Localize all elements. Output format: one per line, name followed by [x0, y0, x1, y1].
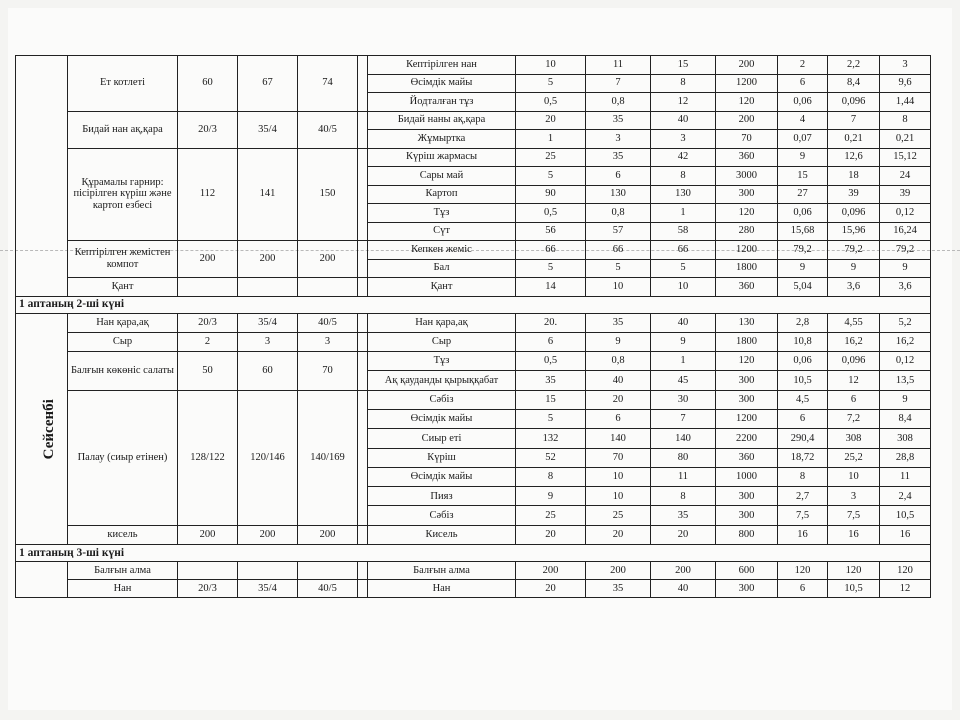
ingredient-value-cell: 10,5	[828, 580, 880, 598]
portion-cell: 60	[238, 352, 298, 391]
ingredient-name-cell: Кисель	[368, 525, 516, 544]
portion-cell: 140/169	[298, 390, 358, 525]
day-cell	[16, 313, 68, 545]
ingredient-name-cell: Күріш	[368, 448, 516, 467]
ingredient-value-cell: 1800	[716, 332, 778, 351]
ingredient-value-cell: 0,096	[828, 204, 880, 223]
ingredient-value-cell: 0,06	[778, 93, 828, 112]
ingredient-value-cell: 39	[828, 185, 880, 204]
ingredient-value-cell: 3	[651, 130, 716, 149]
gap-cell	[358, 390, 368, 525]
ingredient-value-cell: 13,5	[880, 371, 931, 390]
ingredient-value-cell: 35	[586, 148, 651, 167]
week-day-header: 1 аптаның 3-ші күні	[16, 545, 931, 562]
ingredient-name-cell: Картоп	[368, 185, 516, 204]
ingredient-name-cell: Өсімдік майы	[368, 74, 516, 93]
ingredient-value-cell: 10,8	[778, 332, 828, 351]
gap-cell	[358, 525, 368, 544]
menu-table-body	[16, 56, 931, 598]
table-row	[16, 278, 931, 297]
portion-cell: 40/5	[298, 111, 358, 148]
ingredient-value-cell: 5	[516, 259, 586, 278]
ingredient-value-cell: 3	[880, 56, 931, 75]
portion-cell: 50	[178, 352, 238, 391]
ingredient-value-cell: 200	[716, 56, 778, 75]
ingredient-value-cell: 9	[586, 332, 651, 351]
ingredient-value-cell: 1,44	[880, 93, 931, 112]
ingredient-value-cell: 1	[516, 130, 586, 149]
table-row	[16, 56, 931, 75]
ingredient-value-cell: 20	[651, 525, 716, 544]
ingredient-value-cell: 200	[716, 111, 778, 130]
ingredient-value-cell: 0,5	[516, 93, 586, 112]
ingredient-value-cell: 360	[716, 148, 778, 167]
ingredient-name-cell: Сәбіз	[368, 506, 516, 525]
ingredient-value-cell: 120	[828, 562, 880, 580]
ingredient-value-cell: 16	[828, 525, 880, 544]
dish-name-cell: кисель	[68, 525, 178, 544]
ingredient-value-cell: 200	[651, 562, 716, 580]
table-row	[16, 296, 931, 313]
dish-name-cell: Кептірілген жемістен компот	[68, 241, 178, 278]
portion-cell: 112	[178, 148, 238, 241]
ingredient-value-cell: 0,5	[516, 352, 586, 371]
ingredient-value-cell: 0,096	[828, 93, 880, 112]
ingredient-value-cell: 27	[778, 185, 828, 204]
table-row	[16, 580, 931, 598]
ingredient-value-cell: 0,12	[880, 204, 931, 223]
portion-cell	[238, 562, 298, 580]
dish-name-cell: Палау (сиыр етінен)	[68, 390, 178, 525]
ingredient-value-cell: 70	[716, 130, 778, 149]
gap-cell	[358, 278, 368, 297]
ingredient-name-cell: Өсімдік майы	[368, 409, 516, 428]
ingredient-value-cell: 300	[716, 506, 778, 525]
ingredient-value-cell: 14	[516, 278, 586, 297]
ingredient-value-cell: 20	[516, 580, 586, 598]
ingredient-value-cell: 39	[880, 185, 931, 204]
ingredient-value-cell: 3	[586, 130, 651, 149]
ingredient-value-cell: 1200	[716, 74, 778, 93]
ingredient-value-cell: 5	[651, 259, 716, 278]
ingredient-value-cell: 16,2	[828, 332, 880, 351]
gap-cell	[358, 56, 368, 112]
ingredient-value-cell: 18,72	[778, 448, 828, 467]
ingredient-value-cell: 2,8	[778, 313, 828, 332]
ingredient-value-cell: 15	[516, 390, 586, 409]
ingredient-value-cell: 1	[651, 204, 716, 223]
ingredient-value-cell: 66	[586, 241, 651, 260]
portion-cell	[178, 562, 238, 580]
ingredient-value-cell: 10	[586, 467, 651, 486]
ingredient-name-cell: Нан	[368, 580, 516, 598]
ingredient-value-cell: 6	[586, 167, 651, 186]
ingredient-value-cell: 5	[516, 409, 586, 428]
ingredient-value-cell: 2	[778, 56, 828, 75]
ingredient-value-cell: 9	[828, 259, 880, 278]
ingredient-name-cell: Тұз	[368, 352, 516, 371]
ingredient-value-cell: 9	[778, 259, 828, 278]
portion-cell: 35/4	[238, 313, 298, 332]
portion-cell: 200	[298, 525, 358, 544]
portion-cell: 2	[178, 332, 238, 351]
ingredient-value-cell: 1800	[716, 259, 778, 278]
ingredient-value-cell: 2,4	[880, 487, 931, 506]
ingredient-name-cell: Балғын алма	[368, 562, 516, 580]
ingredient-name-cell: Сиыр еті	[368, 429, 516, 448]
ingredient-value-cell: 10	[828, 467, 880, 486]
ingredient-value-cell: 5,2	[880, 313, 931, 332]
portion-cell: 20/3	[178, 580, 238, 598]
ingredient-value-cell: 2200	[716, 429, 778, 448]
ingredient-value-cell: 66	[651, 241, 716, 260]
gap-cell	[358, 580, 368, 598]
ingredient-value-cell: 6	[586, 409, 651, 428]
ingredient-value-cell: 11	[651, 467, 716, 486]
ingredient-value-cell: 0,8	[586, 93, 651, 112]
ingredient-value-cell: 120	[778, 562, 828, 580]
portion-cell: 200	[178, 241, 238, 278]
dish-name-cell: Балғын алма	[68, 562, 178, 580]
ingredient-name-cell: Кептірілген нан	[368, 56, 516, 75]
ingredient-value-cell: 6	[778, 74, 828, 93]
ingredient-value-cell: 7,2	[828, 409, 880, 428]
portion-cell: 70	[298, 352, 358, 391]
ingredient-value-cell: 10,5	[778, 371, 828, 390]
ingredient-value-cell: 3000	[716, 167, 778, 186]
portion-cell: 128/122	[178, 390, 238, 525]
ingredient-value-cell: 8,4	[880, 409, 931, 428]
ingredient-value-cell: 15,12	[880, 148, 931, 167]
ingredient-value-cell: 1200	[716, 241, 778, 260]
ingredient-value-cell: 12	[651, 93, 716, 112]
ingredient-name-cell: Кепкен жеміс	[368, 241, 516, 260]
ingredient-value-cell: 4,5	[778, 390, 828, 409]
ingredient-value-cell: 1200	[716, 409, 778, 428]
ingredient-value-cell: 0,12	[880, 352, 931, 371]
portion-cell: 200	[178, 525, 238, 544]
day-name: Сейсенбі	[40, 398, 57, 459]
ingredient-value-cell: 120	[716, 93, 778, 112]
day-cell-empty	[16, 562, 68, 598]
ingredient-value-cell: 0,8	[586, 204, 651, 223]
ingredient-value-cell: 300	[716, 487, 778, 506]
ingredient-value-cell: 5	[586, 259, 651, 278]
ingredient-value-cell: 6	[516, 332, 586, 351]
ingredient-value-cell: 8	[651, 74, 716, 93]
ingredient-value-cell: 30	[651, 390, 716, 409]
ingredient-value-cell: 42	[651, 148, 716, 167]
ingredient-value-cell: 79,2	[880, 241, 931, 260]
portion-cell: 150	[298, 148, 358, 241]
ingredient-value-cell: 25	[586, 506, 651, 525]
ingredient-value-cell: 10	[651, 278, 716, 297]
ingredient-value-cell: 300	[716, 185, 778, 204]
table-row	[16, 390, 931, 409]
ingredient-value-cell: 35	[651, 506, 716, 525]
ingredient-value-cell: 4,55	[828, 313, 880, 332]
ingredient-value-cell: 8	[651, 167, 716, 186]
ingredient-value-cell: 20	[586, 390, 651, 409]
ingredient-value-cell: 66	[516, 241, 586, 260]
table-row	[16, 313, 931, 332]
ingredient-value-cell: 70	[586, 448, 651, 467]
ingredient-name-cell: Бал	[368, 259, 516, 278]
ingredient-value-cell: 40	[651, 313, 716, 332]
day-cell-empty	[16, 56, 68, 297]
ingredient-value-cell: 600	[716, 562, 778, 580]
dish-name-cell: Нан	[68, 580, 178, 598]
ingredient-value-cell: 3,6	[880, 278, 931, 297]
ingredient-value-cell: 35	[586, 580, 651, 598]
ingredient-value-cell: 57	[586, 222, 651, 241]
table-row	[16, 562, 931, 580]
dish-name-cell: Балғын көкөніс салаты	[68, 352, 178, 391]
table-row	[16, 352, 931, 371]
ingredient-value-cell: 0,096	[828, 352, 880, 371]
portion-cell	[298, 278, 358, 297]
ingredient-value-cell: 25	[516, 148, 586, 167]
gap-cell	[358, 111, 368, 148]
ingredient-value-cell: 10	[586, 487, 651, 506]
ingredient-name-cell: Пияз	[368, 487, 516, 506]
ingredient-value-cell: 56	[516, 222, 586, 241]
dish-name-cell: Нан қара,ақ	[68, 313, 178, 332]
ingredient-name-cell: Жұмыртка	[368, 130, 516, 149]
ingredient-value-cell: 9	[651, 332, 716, 351]
ingredient-value-cell: 10	[586, 278, 651, 297]
ingredient-value-cell: 6	[778, 409, 828, 428]
dish-name-cell: Құрамалы гарнир: пісірілген күріш және картоп езбесі	[68, 148, 178, 241]
gap-cell	[358, 241, 368, 278]
dish-name-cell: Қант	[68, 278, 178, 297]
ingredient-value-cell: 0,8	[586, 352, 651, 371]
ingredient-name-cell: Сүт	[368, 222, 516, 241]
ingredient-value-cell: 300	[716, 390, 778, 409]
ingredient-value-cell: 11	[586, 56, 651, 75]
ingredient-value-cell: 0,21	[880, 130, 931, 149]
portion-cell: 60	[178, 56, 238, 112]
ingredient-value-cell: 3	[828, 487, 880, 506]
gap-cell	[358, 313, 368, 332]
ingredient-name-cell: Нан қара,ақ	[368, 313, 516, 332]
ingredient-value-cell: 9,6	[880, 74, 931, 93]
ingredient-value-cell: 40	[651, 111, 716, 130]
ingredient-value-cell: 308	[880, 429, 931, 448]
ingredient-value-cell: 7,5	[778, 506, 828, 525]
ingredient-value-cell: 20.	[516, 313, 586, 332]
gap-cell	[358, 148, 368, 241]
ingredient-name-cell: Сәбіз	[368, 390, 516, 409]
ingredient-name-cell: Күріш жармасы	[368, 148, 516, 167]
ingredient-value-cell: 15,68	[778, 222, 828, 241]
ingredient-value-cell: 58	[651, 222, 716, 241]
ingredient-value-cell: 18	[828, 167, 880, 186]
ingredient-value-cell: 7,5	[828, 506, 880, 525]
portion-cell: 3	[238, 332, 298, 351]
menu-table	[15, 55, 931, 598]
ingredient-value-cell: 52	[516, 448, 586, 467]
ingredient-value-cell: 290,4	[778, 429, 828, 448]
ingredient-value-cell: 6	[828, 390, 880, 409]
table-row	[16, 545, 931, 562]
ingredient-value-cell: 25	[516, 506, 586, 525]
ingredient-value-cell: 24	[880, 167, 931, 186]
ingredient-value-cell: 12	[828, 371, 880, 390]
ingredient-value-cell: 8	[880, 111, 931, 130]
ingredient-value-cell: 5	[516, 167, 586, 186]
ingredient-value-cell: 300	[716, 371, 778, 390]
dish-name-cell: Ет котлеті	[68, 56, 178, 112]
ingredient-value-cell: 8	[778, 467, 828, 486]
ingredient-value-cell: 16,2	[880, 332, 931, 351]
ingredient-value-cell: 8,4	[828, 74, 880, 93]
portion-cell	[238, 278, 298, 297]
ingredient-value-cell: 90	[516, 185, 586, 204]
portion-cell: 120/146	[238, 390, 298, 525]
ingredient-value-cell: 130	[586, 185, 651, 204]
portion-cell: 200	[238, 525, 298, 544]
ingredient-value-cell: 200	[516, 562, 586, 580]
ingredient-value-cell: 280	[716, 222, 778, 241]
ingredient-value-cell: 20	[586, 525, 651, 544]
table-row	[16, 148, 931, 167]
ingredient-value-cell: 1000	[716, 467, 778, 486]
ingredient-value-cell: 120	[716, 352, 778, 371]
ingredient-value-cell: 0,5	[516, 204, 586, 223]
dish-name-cell: Бидай нан ақ,қара	[68, 111, 178, 148]
ingredient-value-cell: 45	[651, 371, 716, 390]
ingredient-value-cell: 12,6	[828, 148, 880, 167]
ingredient-value-cell: 15	[778, 167, 828, 186]
ingredient-value-cell: 0,07	[778, 130, 828, 149]
ingredient-value-cell: 1	[651, 352, 716, 371]
ingredient-value-cell: 2,7	[778, 487, 828, 506]
ingredient-value-cell: 0,06	[778, 352, 828, 371]
ingredient-value-cell: 6	[778, 580, 828, 598]
ingredient-value-cell: 10,5	[880, 506, 931, 525]
ingredient-value-cell: 9	[516, 487, 586, 506]
ingredient-name-cell: Қант	[368, 278, 516, 297]
table-row	[16, 111, 931, 130]
ingredient-value-cell: 10	[516, 56, 586, 75]
ingredient-value-cell: 140	[586, 429, 651, 448]
portion-cell	[298, 562, 358, 580]
ingredient-value-cell: 9	[880, 259, 931, 278]
ingredient-value-cell: 79,2	[778, 241, 828, 260]
ingredient-name-cell: Тұз	[368, 204, 516, 223]
ingredient-value-cell: 20	[516, 525, 586, 544]
ingredient-value-cell: 300	[716, 580, 778, 598]
ingredient-value-cell: 120	[716, 204, 778, 223]
portion-cell: 3	[298, 332, 358, 351]
ingredient-value-cell: 8	[516, 467, 586, 486]
portion-cell: 200	[298, 241, 358, 278]
ingredient-value-cell: 35	[516, 371, 586, 390]
ingredient-value-cell: 11	[880, 467, 931, 486]
portion-cell: 35/4	[238, 580, 298, 598]
ingredient-value-cell: 0,06	[778, 204, 828, 223]
ingredient-value-cell: 7	[828, 111, 880, 130]
gap-cell	[358, 562, 368, 580]
ingredient-value-cell: 20	[516, 111, 586, 130]
ingredient-name-cell: Йодталған тұз	[368, 93, 516, 112]
ingredient-name-cell: Сары май	[368, 167, 516, 186]
ingredient-value-cell: 7	[586, 74, 651, 93]
ingredient-value-cell: 16	[778, 525, 828, 544]
ingredient-value-cell: 7	[651, 409, 716, 428]
ingredient-value-cell: 40	[651, 580, 716, 598]
portion-cell: 40/5	[298, 580, 358, 598]
ingredient-value-cell: 130	[716, 313, 778, 332]
ingredient-value-cell: 2,2	[828, 56, 880, 75]
ingredient-value-cell: 200	[586, 562, 651, 580]
ingredient-value-cell: 35	[586, 313, 651, 332]
ingredient-name-cell: Бидай наны ақ,қара	[368, 111, 516, 130]
portion-cell	[178, 278, 238, 297]
ingredient-name-cell: Өсімдік майы	[368, 467, 516, 486]
ingredient-value-cell: 80	[651, 448, 716, 467]
ingredient-value-cell: 12	[880, 580, 931, 598]
gap-cell	[358, 332, 368, 351]
ingredient-value-cell: 3,6	[828, 278, 880, 297]
gap-cell	[358, 352, 368, 391]
ingredient-name-cell: Сыр	[368, 332, 516, 351]
ingredient-value-cell: 79,2	[828, 241, 880, 260]
ingredient-value-cell: 35	[586, 111, 651, 130]
ingredient-name-cell: Ақ қауданды қырыққабат	[368, 371, 516, 390]
ingredient-value-cell: 360	[716, 278, 778, 297]
ingredient-value-cell: 9	[880, 390, 931, 409]
ingredient-value-cell: 16,24	[880, 222, 931, 241]
ingredient-value-cell: 140	[651, 429, 716, 448]
portion-cell: 20/3	[178, 313, 238, 332]
ingredient-value-cell: 8	[651, 487, 716, 506]
table-row	[16, 332, 931, 351]
ingredient-value-cell: 9	[778, 148, 828, 167]
ingredient-value-cell: 25,2	[828, 448, 880, 467]
ingredient-value-cell: 4	[778, 111, 828, 130]
ingredient-value-cell: 120	[880, 562, 931, 580]
dish-name-cell: Сыр	[68, 332, 178, 351]
ingredient-value-cell: 15,96	[828, 222, 880, 241]
ingredient-value-cell: 40	[586, 371, 651, 390]
ingredient-value-cell: 132	[516, 429, 586, 448]
portion-cell: 141	[238, 148, 298, 241]
table-row	[16, 525, 931, 544]
ingredient-value-cell: 308	[828, 429, 880, 448]
ingredient-value-cell: 5	[516, 74, 586, 93]
ingredient-value-cell: 28,8	[880, 448, 931, 467]
table-row	[16, 241, 931, 260]
portion-cell: 67	[238, 56, 298, 112]
portion-cell: 200	[238, 241, 298, 278]
ingredient-value-cell: 5,04	[778, 278, 828, 297]
ingredient-value-cell: 800	[716, 525, 778, 544]
portion-cell: 35/4	[238, 111, 298, 148]
portion-cell: 74	[298, 56, 358, 112]
portion-cell: 40/5	[298, 313, 358, 332]
ingredient-value-cell: 16	[880, 525, 931, 544]
ingredient-value-cell: 130	[651, 185, 716, 204]
portion-cell: 20/3	[178, 111, 238, 148]
ingredient-value-cell: 15	[651, 56, 716, 75]
ingredient-value-cell: 360	[716, 448, 778, 467]
ingredient-value-cell: 0,21	[828, 130, 880, 149]
week-day-header: 1 аптаның 2-ші күні	[16, 296, 931, 313]
